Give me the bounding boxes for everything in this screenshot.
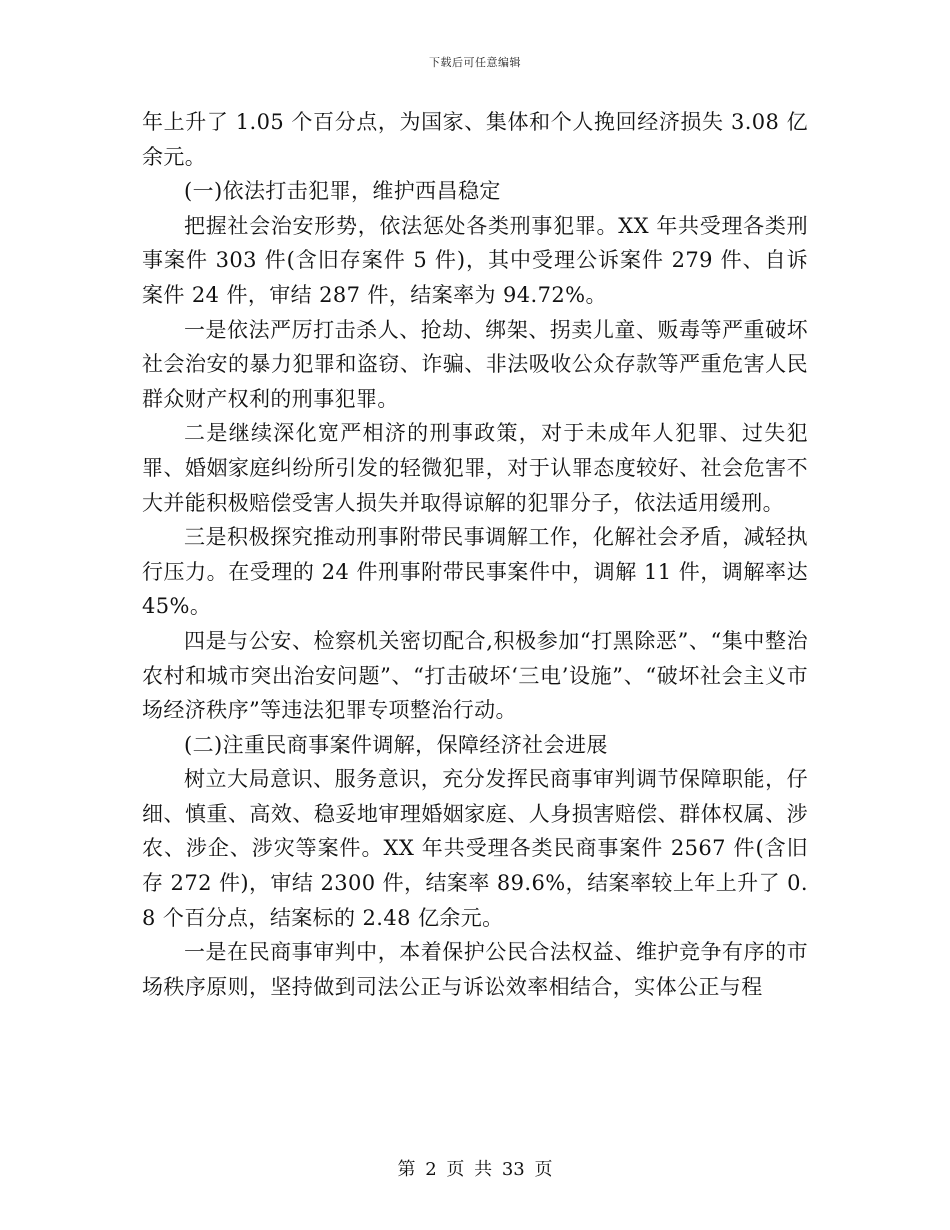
paragraph-civil-stats: 树立大局意识、服务意识，充分发挥民商事审判调节保障职能，仔细、慎重、高效、稳妥地审理婚姻家庭、人身损害赔偿、群体权属、涉农、涉企、涉灾等案件。XX 年共受理各类民商事案件 2567 件(含旧存 272 件)，审结 2300 件，结案率 89.6%，结案率较上年上升了 0.8 个百分点，结案标的 2.48 亿余元。 (142, 767, 808, 930)
paragraph-point-three: 三是积极探究推动刑事附带民事调解工作，化解社会矛盾，减轻执行压力。在受理的 24 件刑事附带民事案件中，调解 11 件，调解率达 45%。 (142, 525, 808, 619)
section-heading-civil: (二)注重民商事案件调解，保障经济社会进展 (184, 732, 608, 757)
section-heading-criminal: (一)依法打击犯罪，维护西昌稳定 (184, 179, 501, 204)
paragraph-civil-point-one: 一是在民商事审判中，本着保护公民合法权益、维护竞争有序的市场秩序原则，坚持做到司法公正与诉讼效率相结合，实体公正与程 (142, 940, 808, 999)
paragraph-point-two: 二是继续深化宽严相济的刑事政策，对于未成年人犯罪、过失犯罪、婚姻家庭纠纷所引发的轻微犯罪，对于认罪态度较好、社会危害不大并能积极赔偿受害人损失并取得谅解的犯罪分子，依法适用缓刑。 (142, 421, 808, 515)
page-header-note: 下载后可任意编辑 (429, 56, 521, 69)
paragraph-point-one: 一是依法严厉打击杀人、抢劫、绑架、拐卖儿童、贩毒等严重破坏社会治安的暴力犯罪和盗窃、诈骗、非法吸收公众存款等严重危害人民群众财产权利的刑事犯罪。 (142, 317, 808, 411)
paragraph-criminal-stats: 把握社会治安形势，依法惩处各类刑事犯罪。XX 年共受理各类刑事案件 303 件(含旧存案件 5 件)，其中受理公诉案件 279 件、自诉案件 24 件，审结 287 件，结案率为 94.72%。 (142, 213, 808, 307)
paragraph-point-four: 四是与公安、检察机关密切配合,积极参加“打黑除恶”、“集中整治农村和城市突出治安问题”、“打击破坏‘三电’设施”、“破坏社会主义市场经济秩序”等违法犯罪专项整治行动。 (142, 628, 808, 723)
document-body (142, 105, 808, 1004)
paragraph-continuation: 年上升了 1.05 个百分点，为国家、集体和个人挽回经济损失 3.08 亿余元。 (142, 110, 808, 169)
page-footer-number: 第 2 页 共 33 页 (397, 1159, 553, 1180)
